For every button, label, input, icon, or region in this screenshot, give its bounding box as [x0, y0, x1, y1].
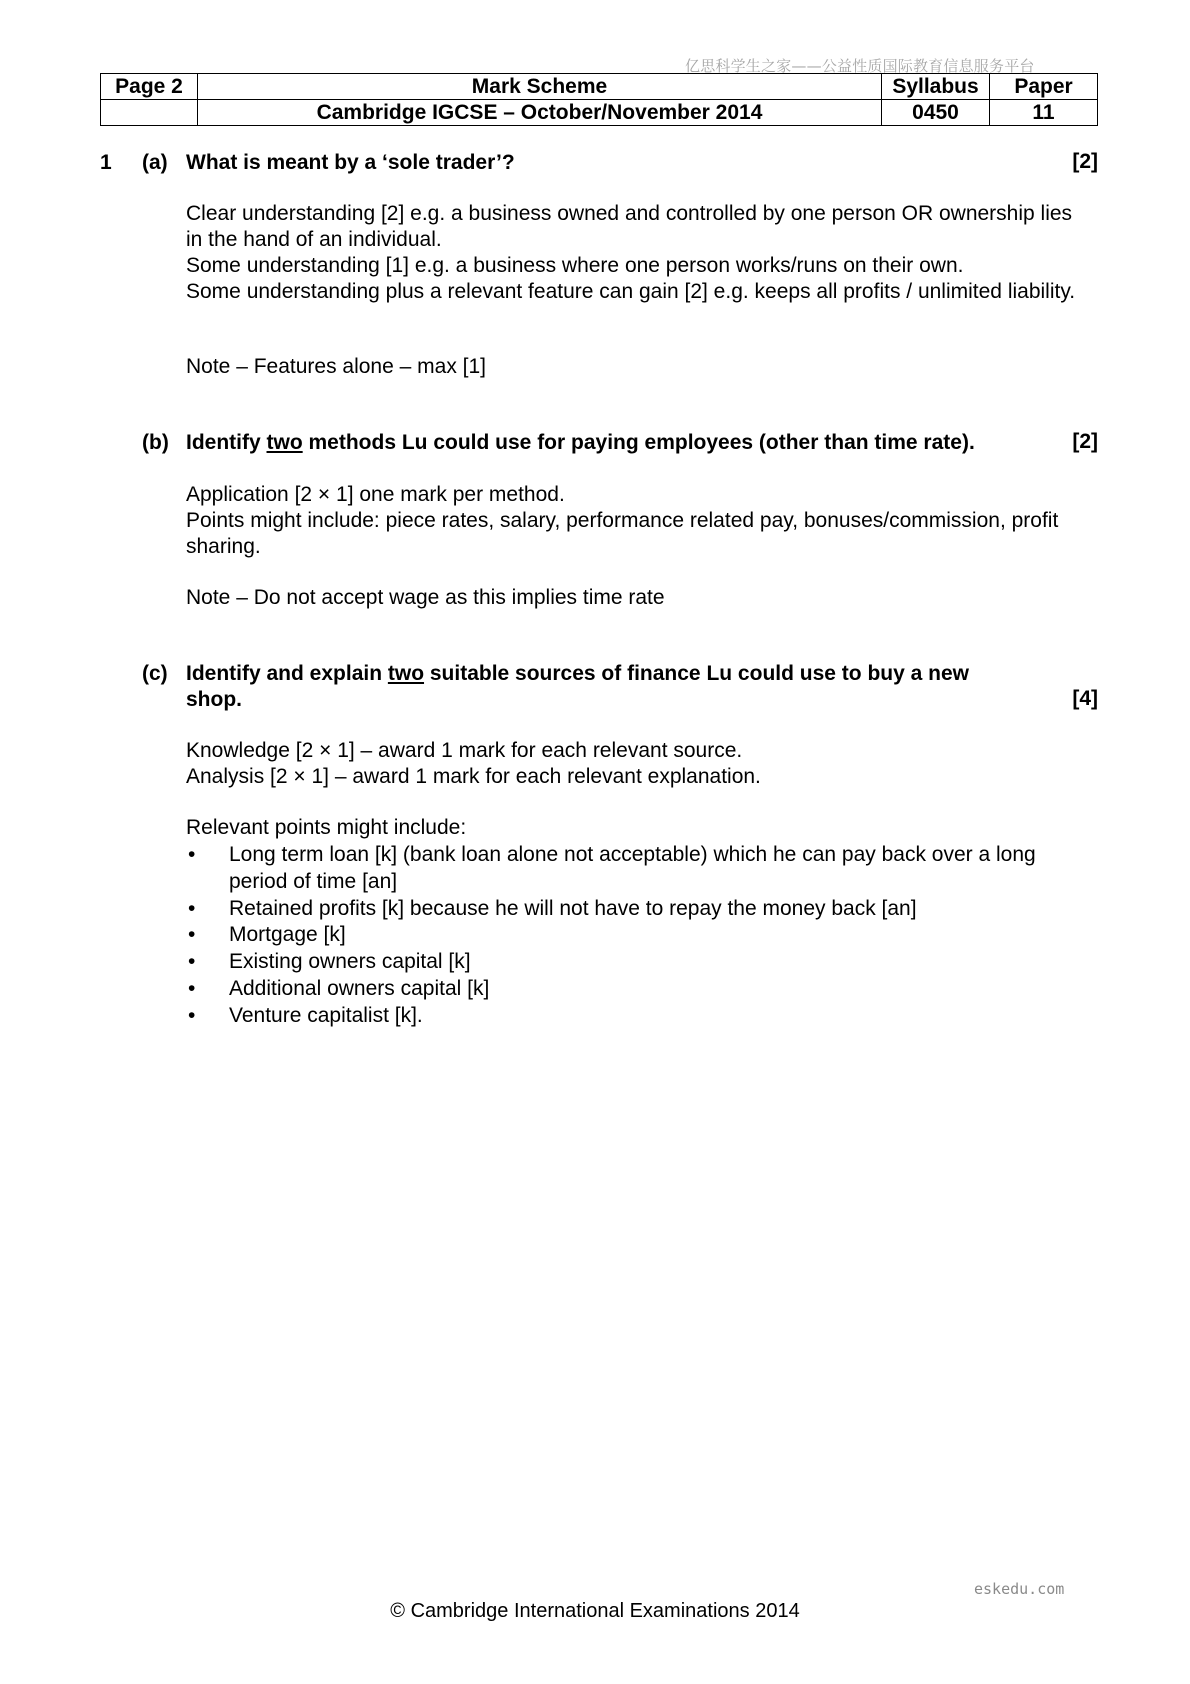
list-item-text: Mortgage [k] — [229, 923, 346, 947]
part-c-line: Knowledge [2 × 1] – award 1 mark for each relevant source. — [186, 739, 743, 762]
part-a-note: Note – Features alone – max [1] — [186, 355, 486, 378]
list-item-text: Existing owners capital [k] — [229, 950, 471, 974]
part-a-line: Some understanding [1] e.g. a business where one person works/runs on their own. — [186, 254, 964, 277]
bullet-icon: • — [188, 976, 196, 1000]
part-c-prompt-post: suitable sources of finance Lu could use to buy a new — [424, 662, 969, 685]
paper-label: Paper — [990, 74, 1098, 100]
part-c-prompt — [186, 661, 969, 687]
list-item-text: Venture capitalist [k]. — [229, 1003, 423, 1027]
part-b-prompt-pre: Identify — [186, 431, 267, 454]
list-item-text: Long term loan [k] (bank loan alone not acceptable) which he can pay back over a long period of time [an] — [229, 843, 1036, 893]
part-c-label: (c) — [142, 662, 168, 685]
list-item — [186, 976, 1091, 1003]
bullet-icon: • — [188, 896, 196, 920]
part-b-scheme — [186, 482, 1091, 560]
header-table — [100, 73, 1098, 126]
question-number: 1 — [100, 151, 112, 174]
part-a-label: (a) — [142, 151, 168, 174]
part-c-prompt-line2: shop. — [186, 688, 242, 711]
part-c-points-intro: Relevant points might include: — [186, 816, 467, 839]
watermark-top: 亿思科学生之家——公益性质国际教育信息服务平台 — [685, 57, 1035, 75]
part-a-prompt: What is meant by a ‘sole trader’? — [186, 151, 515, 174]
part-c-line: Analysis [2 × 1] – award 1 mark for each relevant explanation. — [186, 765, 761, 788]
page-label: Page 2 — [101, 74, 198, 100]
list-item — [186, 896, 1091, 923]
part-c-prompt-pre: Identify and explain — [186, 662, 388, 685]
paper-number: 11 — [990, 100, 1098, 126]
part-a-marks: [2] — [1072, 150, 1098, 173]
part-a-scheme — [186, 201, 1091, 305]
footer-copyright: © Cambridge International Examinations 2014 — [390, 1600, 800, 1622]
part-c-points-list — [186, 842, 1091, 1030]
list-item — [186, 949, 1091, 976]
list-item — [186, 922, 1091, 949]
part-c-marks: [4] — [1072, 687, 1098, 710]
part-b-line: Application [2 × 1] one mark per method. — [186, 483, 565, 506]
bullet-icon: • — [188, 923, 196, 947]
syllabus-code: 0450 — [882, 100, 990, 126]
list-item-text: Additional owners capital [k] — [229, 976, 490, 1000]
bullet-icon: • — [188, 1003, 196, 1027]
header-title: Mark Scheme — [198, 74, 882, 100]
list-item-text: Retained profits [k] because he will not have to repay the money back [an] — [229, 896, 917, 920]
part-b-marks: [2] — [1072, 430, 1098, 453]
part-b-line: Points might include: piece rates, salary, performance related pay, bonuses/commission, profit sharing. — [186, 509, 1059, 558]
bullet-icon: • — [188, 843, 196, 866]
list-item — [186, 1003, 1091, 1030]
header-subtitle: Cambridge IGCSE – October/November 2014 — [198, 100, 882, 126]
part-a-line: Some understanding plus a relevant feature can gain [2] e.g. keeps all profits / unlimited liability. — [186, 280, 1076, 303]
syllabus-label: Syllabus — [882, 74, 990, 100]
part-a-line: Clear understanding [2] e.g. a business owned and controlled by one person OR ownership lies in the hand of an individual. — [186, 202, 1073, 251]
bullet-icon: • — [188, 950, 196, 974]
part-b-note: Note – Do not accept wage as this implies time rate — [186, 586, 665, 609]
header-empty-cell — [101, 100, 198, 126]
list-item — [186, 842, 1091, 896]
part-b-prompt — [186, 430, 975, 456]
part-b-prompt-post: methods Lu could use for paying employees (other than time rate). — [302, 431, 975, 454]
part-c-scheme — [186, 738, 1091, 790]
part-c-prompt-underlined: two — [387, 662, 425, 685]
part-b-prompt-underlined: two — [266, 431, 303, 454]
watermark-bottom: eskedu.com — [974, 1580, 1065, 1598]
part-b-label: (b) — [142, 431, 169, 454]
